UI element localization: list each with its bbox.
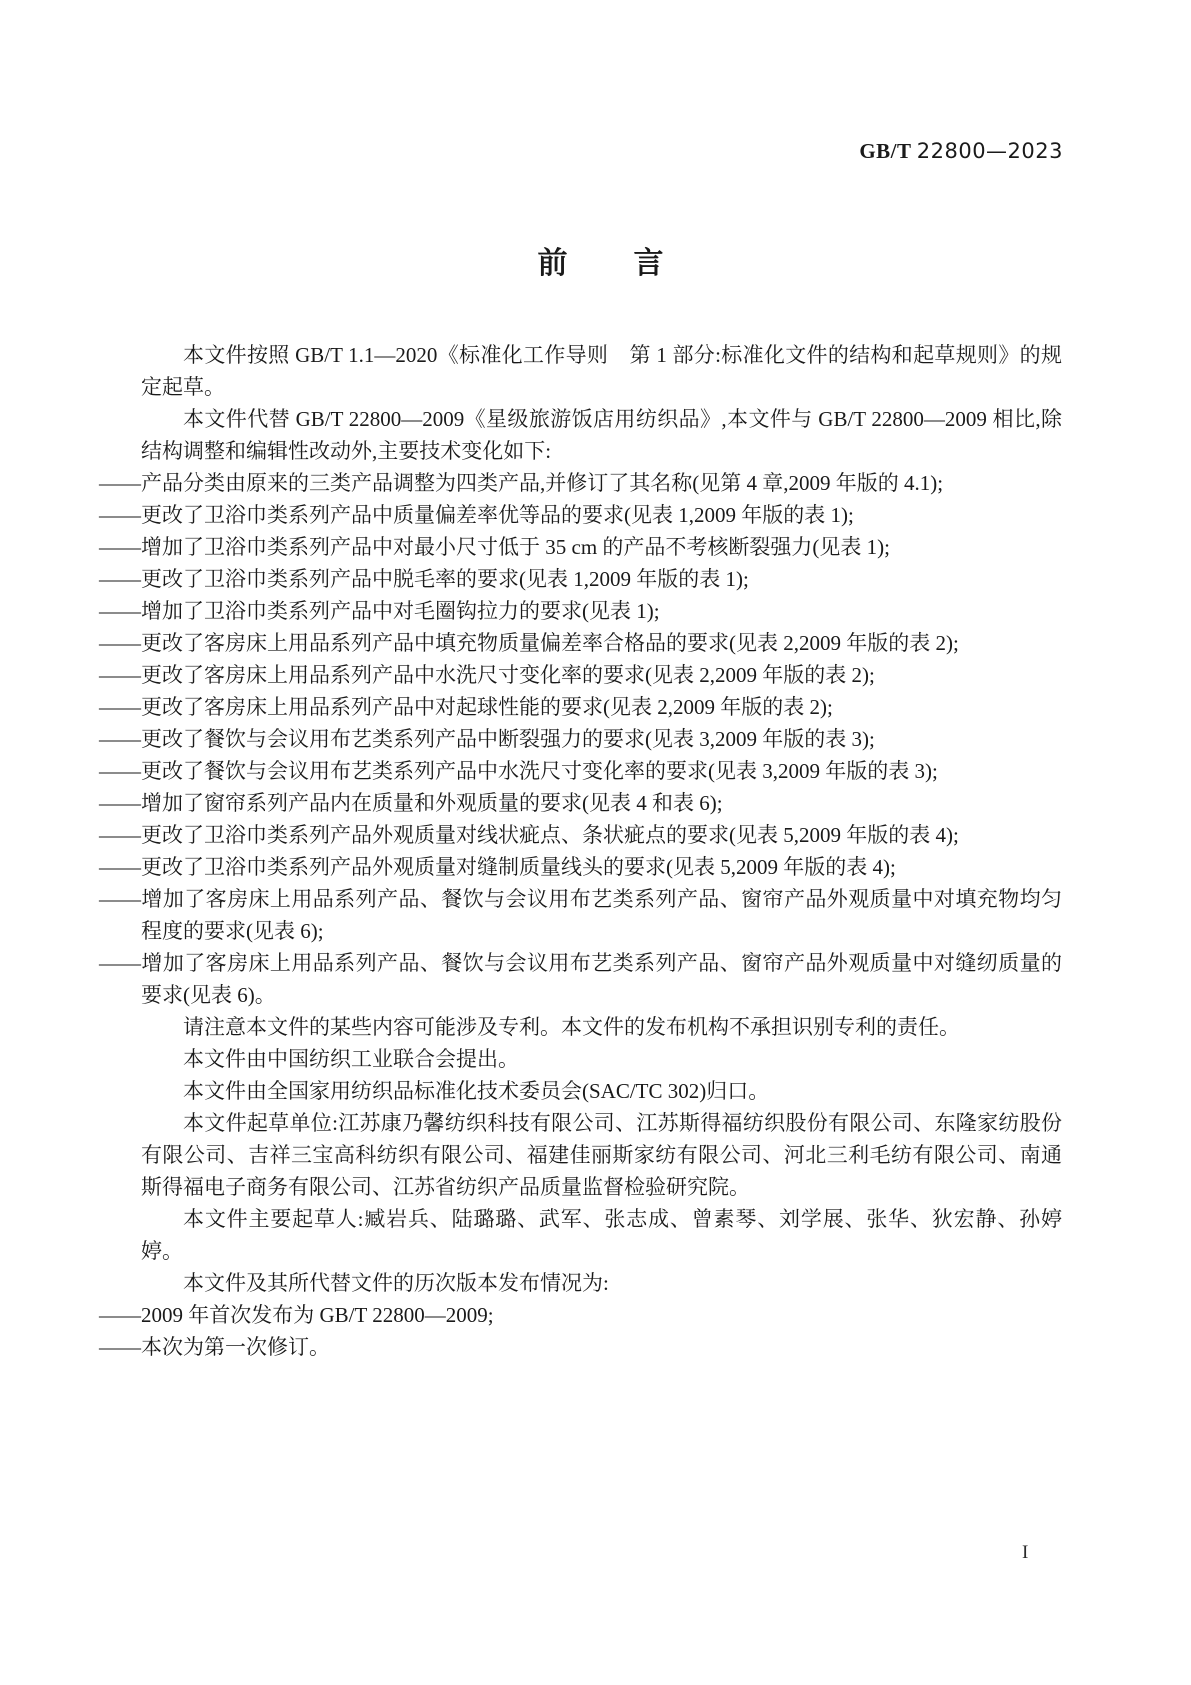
foreword-change-item: ——增加了卫浴巾类系列产品中对毛圈钩拉力的要求(见表 1);: [99, 599, 660, 623]
foreword-change-item: ——更改了客房床上用品系列产品中水洗尺寸变化率的要求(见表 2,2009 年版的表 2);: [99, 663, 875, 687]
foreword-change-item: ——增加了客房床上用品系列产品、餐饮与会议用布艺类系列产品、窗帘产品外观质量中对缝纫质量的要求(见表 6)。: [99, 951, 1062, 1007]
foreword-change-item: ——更改了卫浴巾类系列产品外观质量对缝制质量线头的要求(见表 5,2009 年版的表 4);: [99, 855, 896, 879]
foreword-paragraph: 本文件由全国家用纺织品标准化技术委员会(SAC/TC 302)归口。: [183, 1079, 770, 1103]
doc-number-code: 22800—2023: [916, 139, 1063, 163]
foreword-change-item: ——增加了窗帘系列产品内在质量和外观质量的要求(见表 4 和表 6);: [99, 791, 723, 815]
foreword-change-item: ——增加了客房床上用品系列产品、餐饮与会议用布艺类系列产品、窗帘产品外观质量中对填充物均匀程度的要求(见表 6);: [99, 887, 1062, 943]
page-number: I: [1022, 1542, 1029, 1563]
doc-number: [859, 139, 1063, 163]
foreword-change-item: ——更改了餐饮与会议用布艺类系列产品中断裂强力的要求(见表 3,2009 年版的表 3);: [99, 727, 875, 751]
foreword-change-item: ——更改了卫浴巾类系列产品中质量偏差率优等品的要求(见表 1,2009 年版的表 1);: [99, 503, 854, 527]
foreword-change-item: ——更改了客房床上用品系列产品中填充物质量偏差率合格品的要求(见表 2,2009 年版的表 2);: [99, 631, 959, 655]
page-title: 前 言: [537, 246, 666, 281]
foreword-paragraph: 本文件按照 GB/T 1.1—2020《标准化工作导则 第 1 部分:标准化文件的结构和起草规则》的规定起草。: [141, 343, 1062, 399]
foreword-change-item: ——更改了卫浴巾类系列产品中脱毛率的要求(见表 1,2009 年版的表 1);: [99, 567, 749, 591]
foreword-change-item: ——本次为第一次修订。: [99, 1335, 330, 1359]
foreword-paragraph: 本文件及其所代替文件的历次版本发布情况为:: [183, 1271, 609, 1295]
foreword-change-item: ——2009 年首次发布为 GB/T 22800—2009;: [99, 1303, 494, 1327]
foreword-paragraph: 请注意本文件的某些内容可能涉及专利。本文件的发布机构不承担识别专利的责任。: [183, 1015, 960, 1039]
foreword-paragraph: 本文件起草单位:江苏康乃馨纺织科技有限公司、江苏斯得福纺织股份有限公司、东隆家纺股份有限公司、吉祥三宝高科纺织有限公司、福建佳丽斯家纺有限公司、河北三利毛纺有限公司、南通斯得福电子商务有限公司、江苏省纺织产品质量监督检验研究院。: [141, 1111, 1062, 1199]
doc-number-prefix: GB/T: [859, 139, 912, 163]
foreword-change-item: ——更改了客房床上用品系列产品中对起球性能的要求(见表 2,2009 年版的表 2);: [99, 695, 833, 719]
foreword-change-item: ——增加了卫浴巾类系列产品中对最小尺寸低于 35 cm 的产品不考核断裂强力(见表 1);: [99, 535, 890, 559]
foreword-content: [99, 339, 1062, 1363]
foreword-change-item: ——产品分类由原来的三类产品调整为四类产品,并修订了其名称(见第 4 章,2009 年版的 4.1);: [99, 471, 944, 495]
foreword-change-item: ——更改了餐饮与会议用布艺类系列产品中水洗尺寸变化率的要求(见表 3,2009 年版的表 3);: [99, 759, 938, 783]
foreword-paragraph: 本文件代替 GB/T 22800—2009《星级旅游饭店用纺织品》,本文件与 GB/T 22800—2009 相比,除结构调整和编辑性改动外,主要技术变化如下:: [141, 407, 1062, 463]
foreword-paragraph: 本文件主要起草人:臧岩兵、陆璐璐、武军、张志成、曾素琴、刘学展、张华、狄宏静、孙婷婷。: [141, 1207, 1062, 1263]
foreword-change-item: ——更改了卫浴巾类系列产品外观质量对线状疵点、条状疵点的要求(见表 5,2009 年版的表 4);: [99, 823, 959, 847]
foreword-paragraph: 本文件由中国纺织工业联合会提出。: [183, 1047, 519, 1071]
